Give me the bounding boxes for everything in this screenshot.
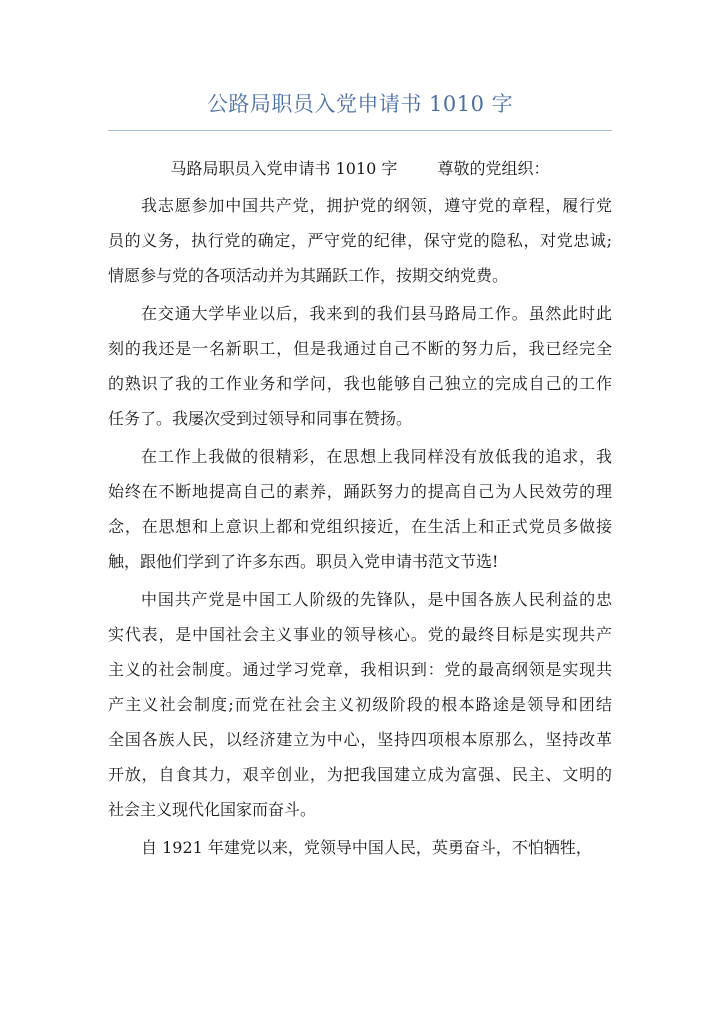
paragraph-2 [108, 296, 612, 436]
paragraph-line: 全国各族人民，以经济建立为中心，坚持四项根本原那么，坚持改革 [108, 730, 612, 749]
paragraph-4 [108, 582, 612, 827]
paragraph-3 [108, 439, 612, 579]
paragraph-line: 的熟识了我的工作业务和学问，我也能够自己独立的完成自己的工作 [108, 374, 612, 393]
paragraph-5 [108, 830, 612, 865]
paragraph-line: 产主义社会制度;而党在社会主义初级阶段的根本路途是领导和团结 [108, 695, 612, 714]
paragraph-line: 中国共产党是中国工人阶级的先锋队，是中国各族人民利益的忠 [141, 590, 612, 609]
paragraph-line: 开放，自食其力，艰辛创业，为把我国建立成为富强、民主、文明的 [108, 765, 612, 784]
document-subtitle [108, 150, 612, 188]
paragraph-line: 我志愿参加中国共产党，拥护党的纲领，遵守党的章程，履行党 [141, 196, 612, 215]
salutation: 尊敬的党组织： [437, 159, 550, 178]
paragraph-line: 念，在思想和上意识上都和党组织接近，在生活上和正式党员多做接 [108, 517, 612, 536]
paragraph-line: 自 1921 年建党以来，党领导中国人民，英勇奋斗，不怕牺牲， [141, 838, 592, 857]
paragraph-line: 刻的我还是一名新职工，但是我通过自己不断的努力后，我已经完全 [108, 339, 612, 358]
title-divider [108, 130, 612, 131]
paragraph-line: 实代表，是中国社会主义事业的领导核心。党的最终目标是实现共产 [108, 625, 612, 644]
subtitle-heading: 马路局职员入党申请书 1010 字 [170, 159, 398, 178]
document-body [108, 150, 612, 865]
paragraph-line: 触，跟他们学到了许多东西。职员入党申请书范文节选! [108, 552, 499, 571]
paragraph-line: 主义的社会制度。通过学习党章，我相识到：党的最高纲领是实现共 [108, 660, 612, 679]
paragraph-line: 社会主义现代化国家而奋斗。 [108, 800, 317, 819]
paragraph-line: 在交通大学毕业以后，我来到的我们县马路局工作。虽然此时此 [141, 304, 612, 323]
document-title: 公路局职员入党申请书 1010 字 [206, 92, 514, 116]
paragraph-line: 始终在不断地提高自己的素养，踊跃努力的提高自己为人民效劳的理 [108, 482, 612, 501]
paragraph-line: 任务了。我屡次受到过领导和同事在赞扬。 [108, 409, 413, 428]
paragraph-line: 情愿参与党的各项活动并为其踊跃工作，按期交纳党费。 [108, 266, 509, 285]
paragraph-line: 员的义务，执行党的确定，严守党的纪律，保守党的隐私，对党忠诚; [108, 231, 612, 250]
paragraph-1 [108, 188, 612, 293]
paragraph-line: 在工作上我做的很精彩，在思想上我同样没有放低我的追求，我 [141, 447, 612, 466]
